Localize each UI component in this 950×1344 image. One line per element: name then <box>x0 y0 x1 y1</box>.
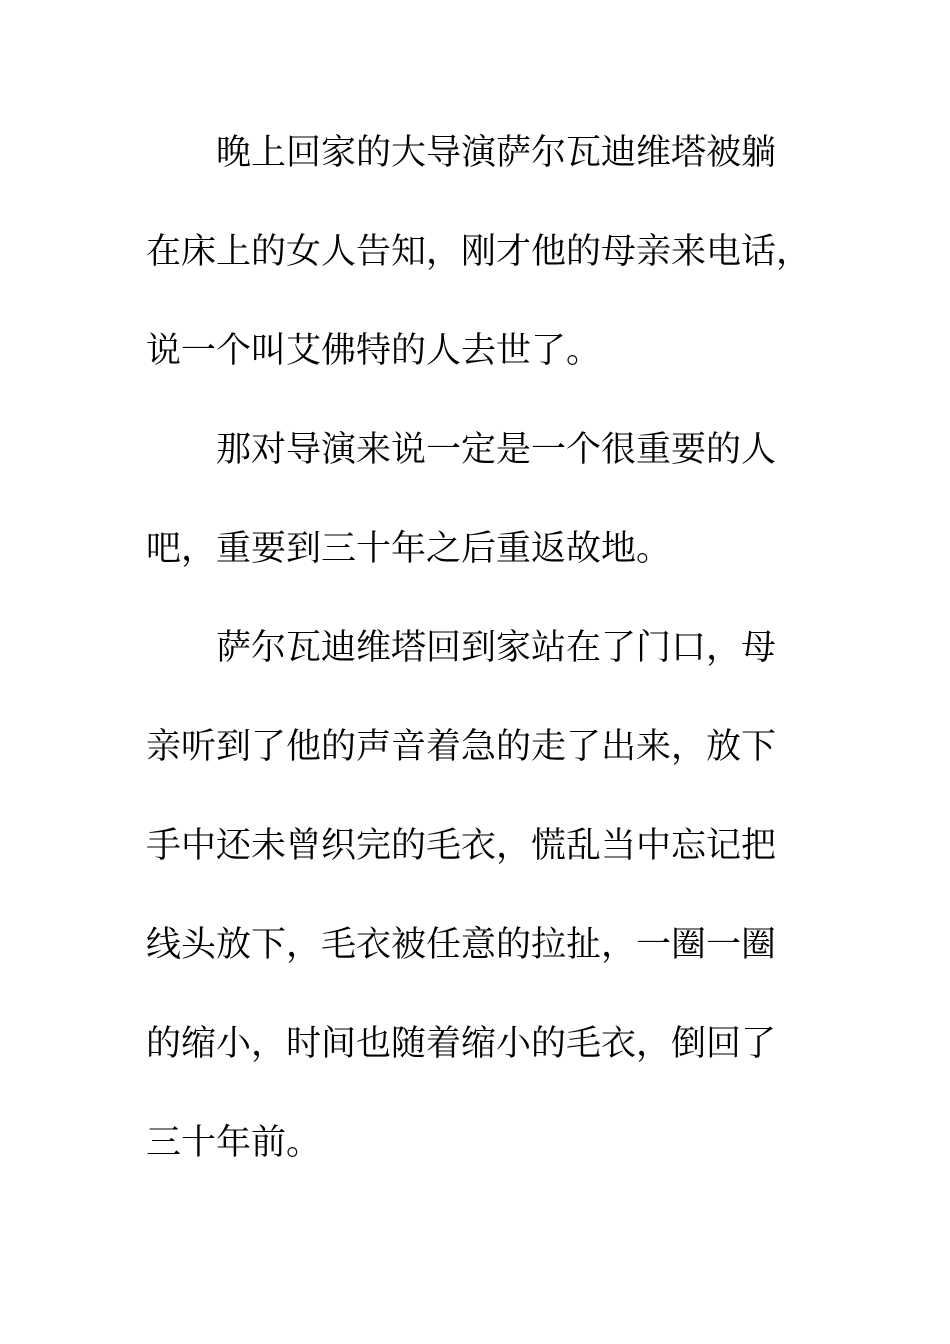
text-line: 手中还未曾织完的毛衣，慌乱当中忘记把 <box>146 826 777 866</box>
text-line: 说一个叫艾佛特的人去世了。 <box>146 331 602 371</box>
text-line: 线头放下，毛衣被任意的拉扯，一圈一圈 <box>146 925 777 965</box>
text-line: 吧，重要到三十年之后重返故地。 <box>146 529 672 569</box>
paragraph-1 <box>146 127 812 424</box>
text-line: 那对导演来说一定是一个很重要的人 <box>216 430 777 470</box>
paragraph-3 <box>146 622 806 1216</box>
paragraph-2 <box>146 424 806 622</box>
text-line: 在床上的女人告知，刚才他的母亲来电话， <box>146 232 812 272</box>
text-line: 亲听到了他的声音着急的走了出来，放下 <box>146 727 777 767</box>
body-text <box>146 127 812 1216</box>
text-line: 萨尔瓦迪维塔回到家站在了门口，母 <box>216 628 777 668</box>
text-line: 三十年前。 <box>146 1123 322 1163</box>
text-line: 的缩小，时间也随着缩小的毛衣，倒回了 <box>146 1024 777 1064</box>
text-line: 晚上回家的大导演萨尔瓦迪维塔被躺 <box>216 133 777 173</box>
